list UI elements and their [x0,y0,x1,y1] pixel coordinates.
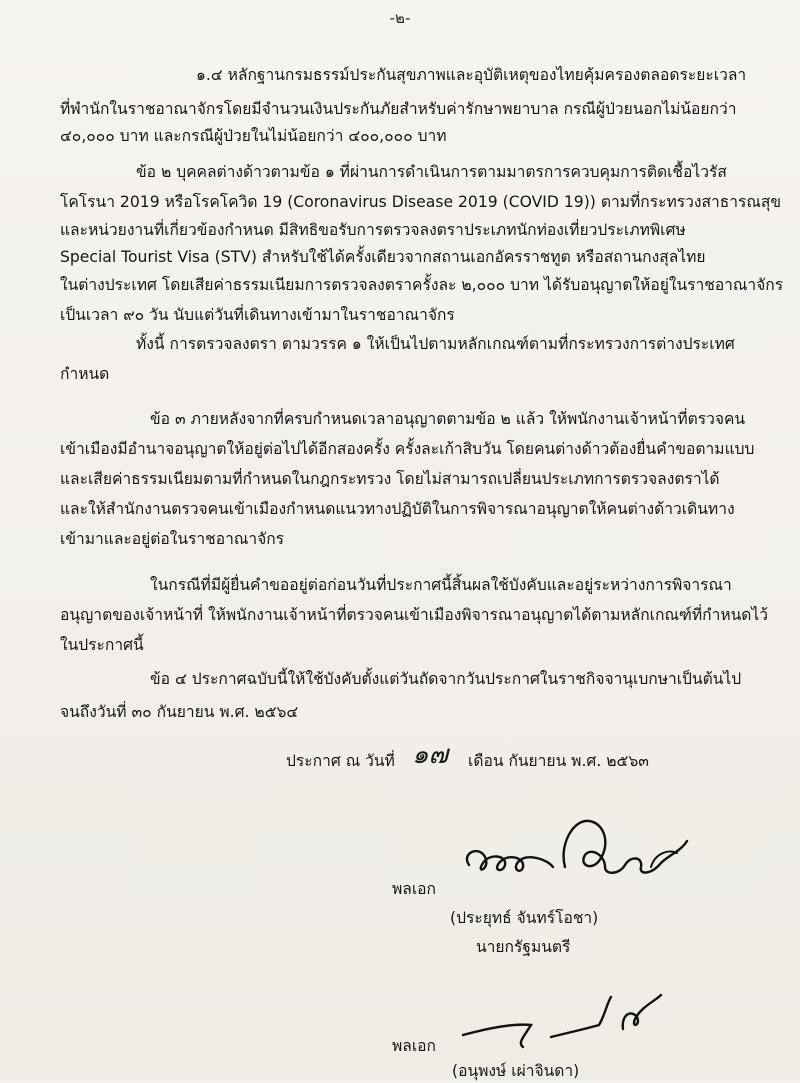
announcement-month-year: เดือน กันยายน พ.ศ. ๒๕๖๓ [468,752,649,770]
clause-3-line-3: และเสียค่าธรรมเนียมตามที่กำหนดในกฎกระทรวง โดยไม่สามารถเปลี่ยนประเภทการตรวจลงตราได้ [60,470,720,488]
clause-3-note-line-1: ในกรณีที่มีผู้ยื่นคำขออยู่ต่อก่อนวันที่ประกาศนี้สิ้นผลใช้บังคับและอยู่ระหว่างการพิจารณา [150,576,732,594]
signature-2-image [455,985,695,1060]
announcement-prefix: ประกาศ ณ วันที่ [286,752,395,770]
signatory-1-name: (ประยุทธ์ จันทร์โอชา) [450,909,599,927]
clause-3-note-line-2: อนุญาตของเจ้าหน้าที่ ให้พนักงานเจ้าหน้าที่ตรวจคนเข้าเมืองพิจารณาอนุญาตได้ตามหลักเกณฑ์ที่กำหนดไว้ [60,606,769,624]
clause-4-line-1: ข้อ ๔ ประกาศฉบับนี้ให้ใช้บังคับตั้งแต่วันถัดจากวันประกาศในราชกิจจานุเบกษาเป็นต้นไป [150,670,742,688]
clause-2-line-1: ข้อ ๒ บุคคลต่างด้าวตามข้อ ๑ ที่ผ่านการดำเนินการตามมาตรการควบคุมการติดเชื้อไวรัส [136,163,727,181]
signature-1-image [455,805,715,900]
clause-4-line-2: จนถึงวันที่ ๓๐ กันยายน พ.ศ. ๒๕๖๔ [60,703,299,721]
page-number: -๒- [389,9,411,27]
clause-1-4-line-3: ๔๐,๐๐๐ บาท และกรณีผู้ป่วยในไม่น้อยกว่า ๔๐๐,๐๐๐ บาท [60,127,447,145]
clause-3-note-line-3: ในประกาศนี้ [60,636,144,654]
signatory-2-name: (อนุพงษ์ เผ่าจินดา) [452,1062,580,1080]
clause-2-line-3: และหน่วยงานที่เกี่ยวข้องกำหนด มีสิทธิขอรับการตรวจลงตราประเภทนักท่องเที่ยวประเภทพิเศษ [60,221,686,239]
clause-3-line-4: และให้สำนักงานตรวจคนเข้าเมืองกำหนดแนวทางปฏิบัติในการพิจารณาอนุญาตให้คนต่างด้าวเดินทาง [60,500,735,518]
clause-3-line-2: เข้าเมืองมีอำนาจอนุญาตให้อยู่ต่อไปได้อีกสองครั้ง ครั้งละเก้าสิบวัน โดยคนต่างด้าวต้องยื่นคำขอตามแบบ [60,440,755,458]
signatory-1-position: นายกรัฐมนตรี [476,938,571,956]
clause-2-note-line-2: กำหนด [60,365,110,383]
clause-2-line-2: โคโรนา 2019 หรือโรคโควิด 19 (Coronavirus Disease 2019 (COVID 19)) ตามที่กระทรวงสาธารณสุข [60,193,782,211]
signatory-1-rank: พลเอก [392,880,436,898]
clause-3-line-1: ข้อ ๓ ภายหลังจากที่ครบกำหนดเวลาอนุญาตตามข้อ ๒ แล้ว ให้พนักงานเจ้าหน้าที่ตรวจคน [150,410,746,428]
clause-1-4-line-1: ๑.๔ หลักฐานกรมธรรม์ประกันสุขภาพและอุบัติเหตุของไทยคุ้มครองตลอดระยะเวลา [196,66,747,84]
clause-2-line-4: Special Tourist Visa (STV) สำหรับใช้ได้ครั้งเดียวจากสถานเอกอัครราชทูต หรือสถานกงสุลไทย [60,248,706,266]
clause-2-note-line-1: ทั้งนี้ การตรวจลงตรา ตามวรรค ๑ ให้เป็นไปตามหลักเกณฑ์ตามที่กระทรวงการต่างประเทศ [136,335,735,353]
handwritten-day: ๑๗ [412,740,449,770]
clause-2-line-6: เป็นเวลา ๙๐ วัน นับแต่วันที่เดินทางเข้ามาในราชอาณาจักร [60,306,455,324]
clause-1-4-line-2: ที่พำนักในราชอาณาจักรโดยมีจำนวนเงินประกันภัยสำหรับค่ารักษาพยาบาล กรณีผู้ป่วยนอกไม่น้อยกว่า [60,100,737,118]
signatory-2-rank: พลเอก [392,1037,436,1055]
clause-3-line-5: เข้ามาและอยู่ต่อในราชอาณาจักร [60,530,285,548]
clause-2-line-5: ในต่างประเทศ โดยเสียค่าธรรมเนียมการตรวจลงตราครั้งละ ๒,๐๐๐ บาท ได้รับอนุญาตให้อยู่ในราชอาณาจักร [60,276,784,294]
